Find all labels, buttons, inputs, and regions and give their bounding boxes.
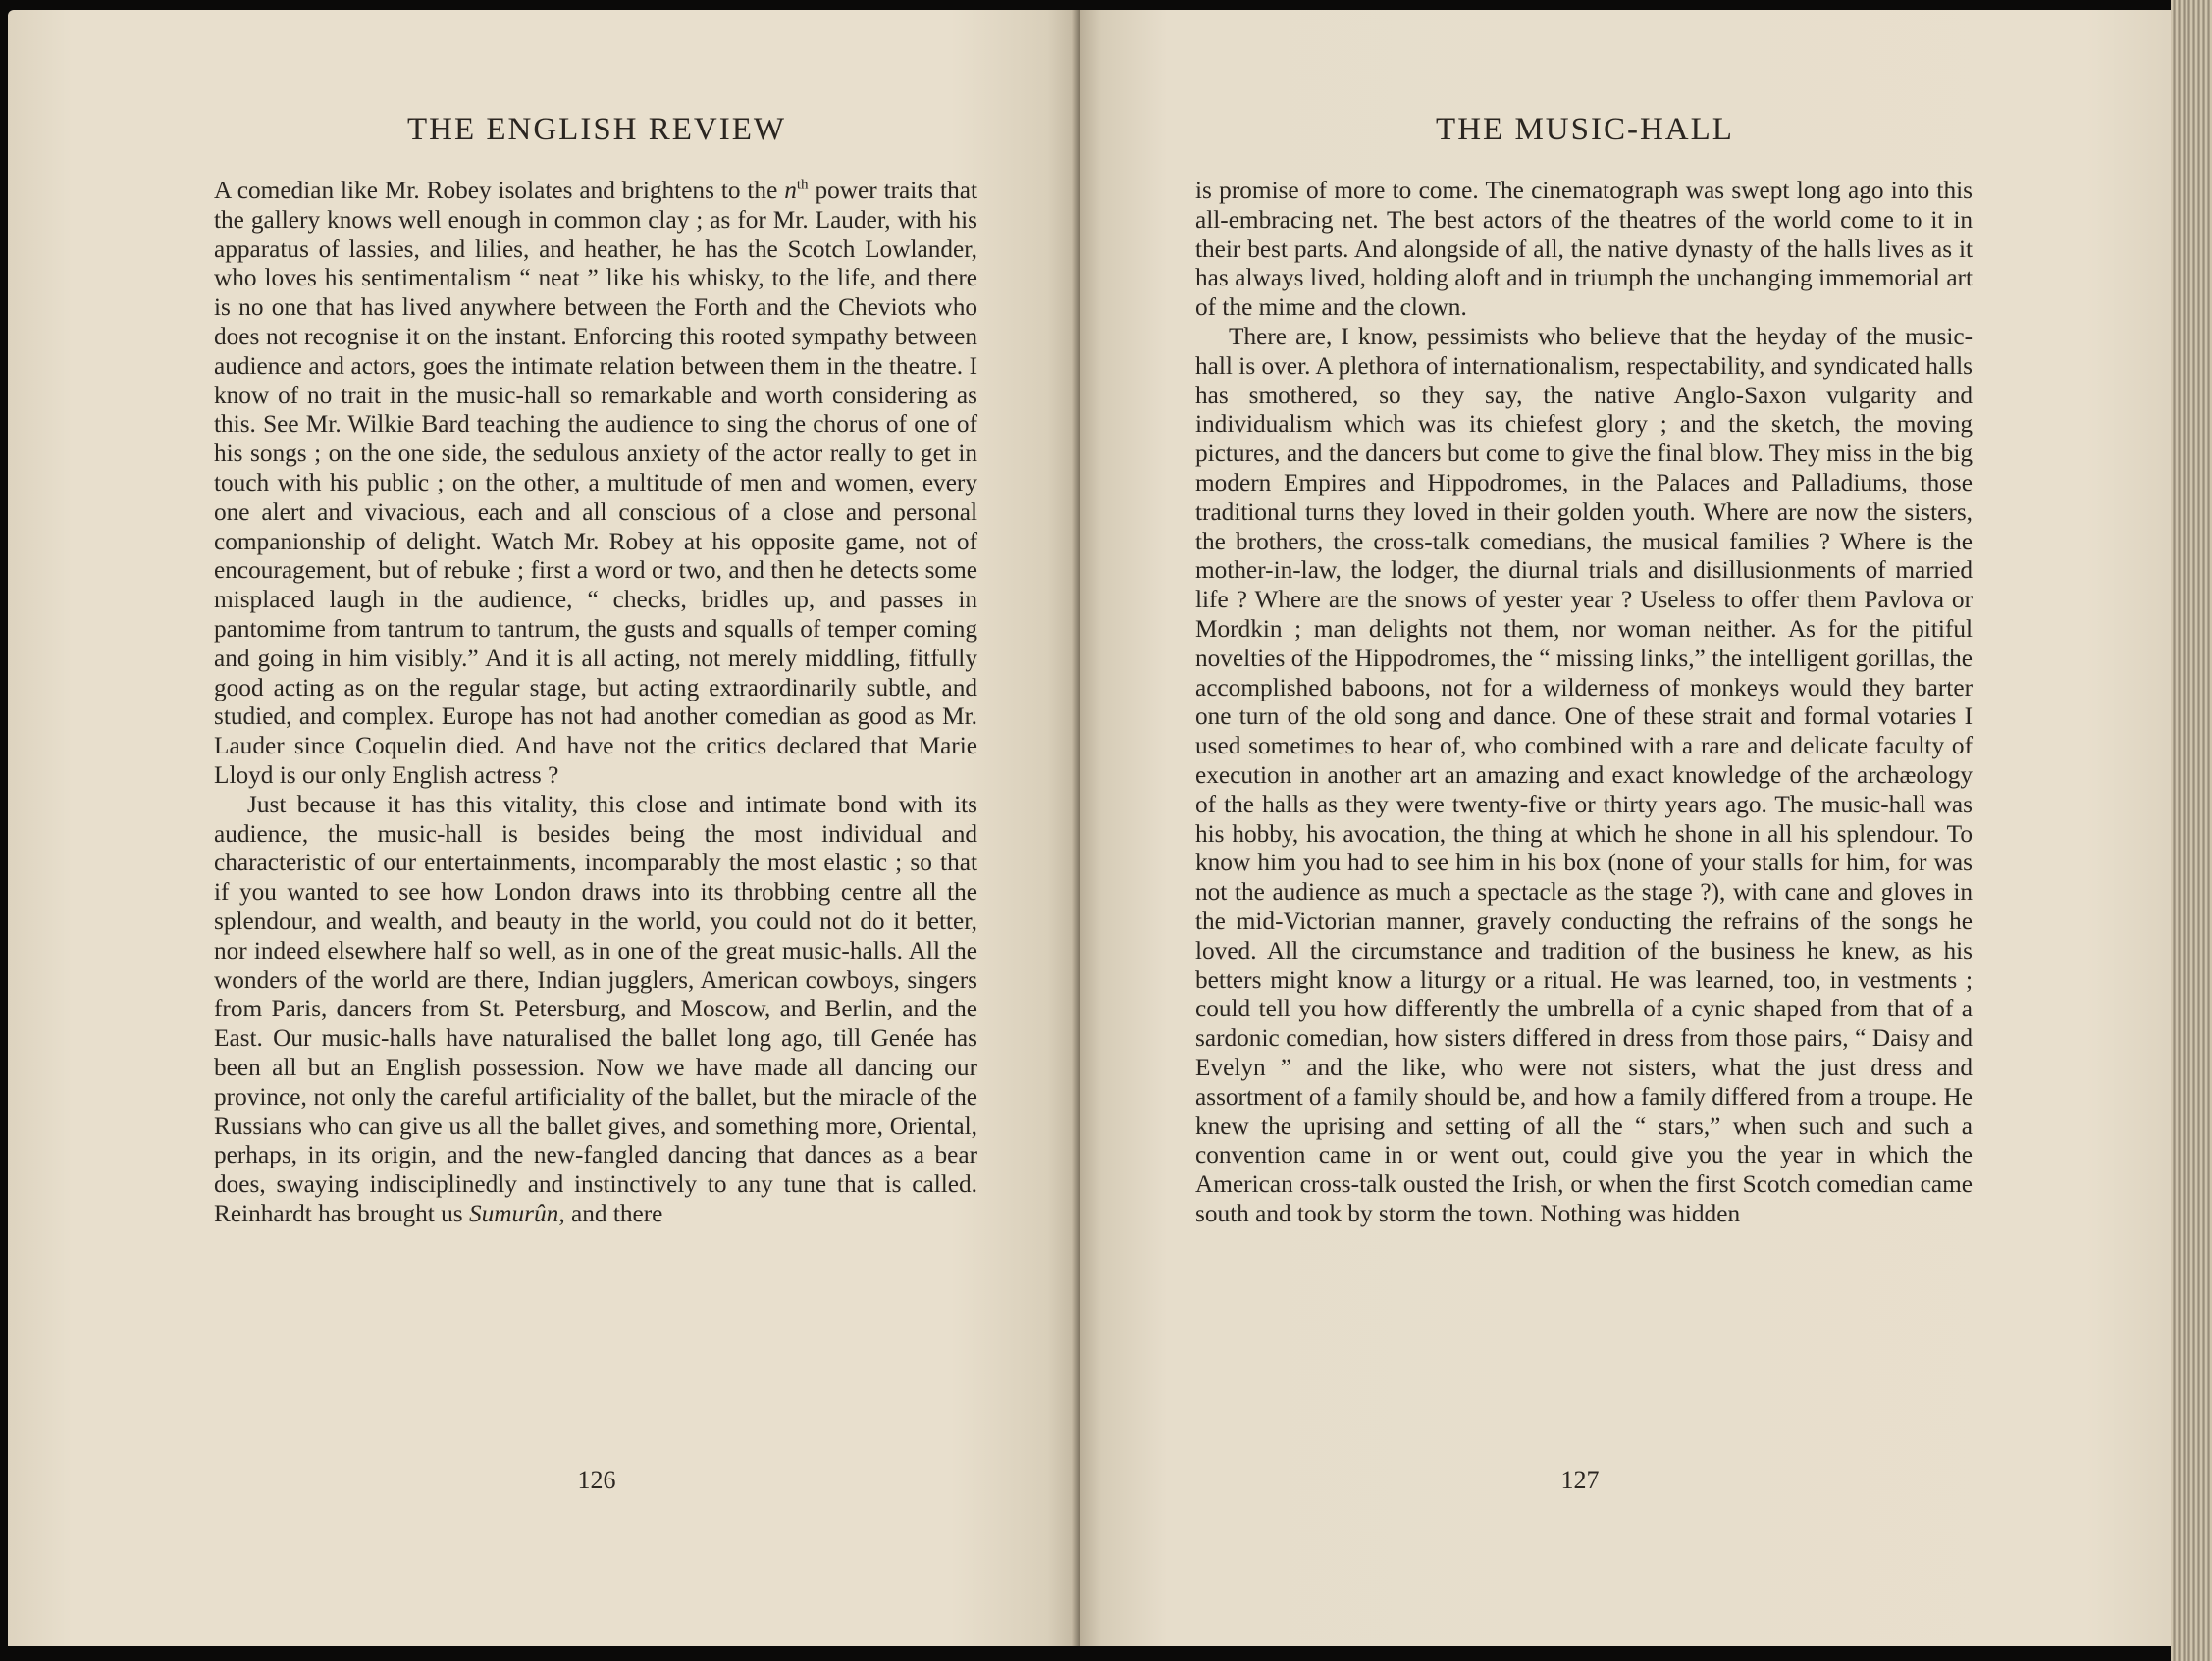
page-edges	[2171, 0, 2212, 1661]
right-paragraph-2: There are, I know, pessimists who believe that the heyday of the music-hall is over. A plethora of internationalism, respectability, and syndicated halls has smothered, so they say, the native Anglo-Saxon vulgarity and individualism which was its chiefest glory ; and the sketch, the moving pictures, and the dancers but come to give the final blow. They miss in the big modern Empires and Hippodromes, in the Palaces and Palladiums, those traditional turns they loved in their golden youth. Where are now the sisters, the brothers, the cross-talk comedians, the musical families ? Where is the mother-in-law, the lodger, the diurnal trials and disillusionments of married life ? Where are the snows of yester year ? Useless to offer them Pavlova or Mordkin ; man delights not them, nor woman neither. As for the pitiful novelties of the Hippodromes, the “ missing links,” the intelligent gorillas, the accomplished baboons, not for a wilderness of monkeys would they barter one turn of the old song and dance. One of these strait and formal votaries I used sometimes to hear of, who combined with a rare and delicate faculty of execution in another art an amazing and exact knowledge of the archæology of the halls as they were twenty-five or thirty years ago. The music-hall was his hobby, his avocation, the thing at which he shone in all his splendour. To know him you had to see him in his box (none of your stalls for him, for was not the audience as much a spectacle as the stage ?), with cane and gloves in the mid-Victorian manner, gravely conducting the refrains of the songs he loved. All the circumstance and tradition of the business he knew, as his betters might know a liturgy or a ritual. He was learned, too, in vestments ; could tell you how differently the umbrella of a cynic shaped from that of a sardonic comedian, how sisters differed in dress from those pairs, “ Daisy and Evelyn ” and the like, who were not sisters, what the just dress and assortment of a family should be, and how a family differed from a troupe. He knew the uprising and setting of all the “ stars,” when such and such a convention came in or went out, could give you the year in which the American cross-talk ousted the Irish, or when the first Scotch comedian came south and took by storm the town. Nothing was hidden	[1195, 322, 1973, 1227]
page-number-left: 126	[577, 1466, 616, 1494]
left-paragraph-1	[214, 177, 977, 791]
sumurun-title: Sumurûn	[468, 1199, 559, 1227]
left-para2-part-a: Just because it has this vitality, this close and intimate bond with its audience, the music-hall is besides being the most individual and characteristic of our entertainments, incomparably the most elastic ; so that if you wanted to see how London draws into its throbbing centre all the splendour, and wealth, and beauty in the world, you could not do it better, nor indeed elsewhere half so well, as in one of the great music-halls. All the wonders of the world are there, Indian jugglers, American cowboys, singers from Paris, dancers from St. Petersburg, and Moscow, and Berlin, and the East. Our music-halls have naturalised the ballet long ago, till Genée has been all but an English possession. Now we have made all dancing our province, not only the careful artificiality of the ballet, but the miracle of the Russians who can give us all the ballet gives, and something more, Oriental, perhaps, in its origin, and the new-fangled dancing that dances as a bear does, swaying indisciplinedly and instinctively to any tune that is called. Reinhardt has brought us	[214, 790, 977, 1227]
nth-superscript: th	[796, 177, 809, 193]
left-para1-part-a: A comedian like Mr. Robey isolates and brightens to the	[214, 177, 785, 204]
right-page	[1080, 10, 2175, 1646]
right-page-text	[1195, 177, 1973, 1229]
nth-n: n	[784, 177, 797, 204]
left-paragraph-2	[214, 791, 977, 1229]
running-head-left: THE ENGLISH REVIEW	[406, 112, 787, 147]
left-page	[8, 10, 1080, 1646]
left-page-text	[214, 177, 977, 1229]
page-number-right: 127	[1560, 1466, 1600, 1494]
right-paragraph-1: is promise of more to come. The cinematograph was swept long ago into this all-embracing net. The best actors of the theatres of the world come to it in their best parts. And alongside of all, the native dynasty of the halls lives as it has always lived, holding aloft and in triumph the unchanging immemorial art of the mime and the clown.	[1195, 177, 1973, 322]
running-head-right: THE MUSIC-HALL	[1436, 112, 1734, 147]
left-para1-part-b: power traits that the gallery knows well enough in common clay ; as for Mr. Lauder, with his apparatus of lassies, and lilies, and heather, he has the Scotch Lowlander, who loves his sentimentalism “ neat ” like his whisky, to the life, and there is no one that has lived anywhere between the Forth and the Cheviots who does not recognise it on the instant. Enforcing this rooted sympathy between audience and actors, goes the intimate relation between them in the theatre. I know of no trait in the music-hall so remarkable and worth considering as this. See Mr. Wilkie Bard teaching the audience to sing the chorus of one of his songs ; on the one side, the sedulous anxiety of the actor really to get in touch with his public ; on the other, a multitude of men and women, every one alert and vivacious, each and all conscious of a close and personal companionship of delight. Watch Mr. Robey at his opposite game, not of encouragement, but of rebuke ; first a word or two, and then he detects some misplaced laugh in the audience, “ checks, bridles up, and passes in pantomime from tantrum to tantrum, the gusts and squalls of temper coming and going in him visibly.” And it is all acting, not merely middling, fitfully good acting as on the regular stage, but acting extraordinarily subtle, and studied, and complex. Europe has not had another comedian as good as Mr. Lauder since Coquelin died. And have not the critics declared that Marie Lloyd is our only English actress ?	[214, 177, 977, 789]
left-para2-part-b: , and there	[558, 1199, 663, 1227]
